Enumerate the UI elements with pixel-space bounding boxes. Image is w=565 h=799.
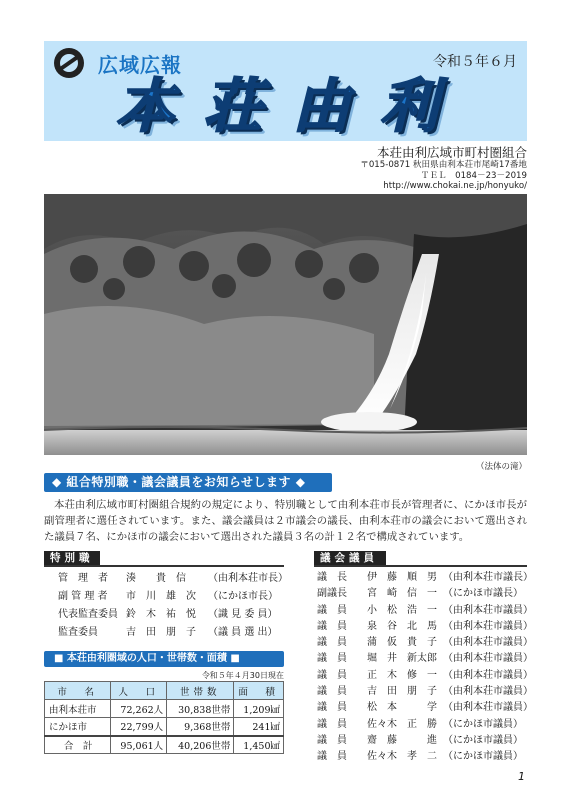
post-title: 副 管 理 者 [58, 591, 108, 602]
area-cell: 1,209㎢ [234, 700, 284, 718]
member-note: （由利本荘市議員） [443, 620, 533, 632]
area-cell: 241㎢ [234, 718, 284, 736]
table-total-row [45, 736, 284, 754]
member-title: 議 員 [317, 669, 347, 681]
member-title: 議 員 [317, 637, 347, 649]
list-item [58, 606, 298, 624]
member-title: 議 員 [317, 620, 347, 632]
column-header: 市 名 [45, 682, 111, 700]
member-title: 議 員 [317, 734, 347, 746]
postal-address: 〒015-0871 秋田県由利本荘市尾崎17番地 [360, 160, 527, 170]
member-name: 佐々木 正 勝 [367, 718, 437, 730]
area-cell: 1,450㎢ [234, 736, 284, 754]
member-title: 議 員 [317, 653, 347, 665]
member-note: （にかほ市議長） [443, 588, 523, 600]
post-note: （由利本荘市長） [208, 573, 288, 584]
post-name: 市 川 雄 次 [126, 591, 196, 602]
post-note: （議 員 選 出） [208, 627, 278, 638]
series-name: 広域広報 [98, 53, 182, 77]
special-posts-list [58, 570, 298, 642]
member-note: （にかほ市議員） [443, 751, 523, 763]
column-header: 世帯数 [167, 682, 234, 700]
post-title: 管 理 者 [58, 573, 108, 584]
publisher-contact [360, 160, 527, 192]
member-name: 吉 田 朋 子 [367, 686, 437, 698]
list-item [317, 651, 533, 667]
newsletter-title: 本荘由利 [116, 72, 469, 140]
list-item [317, 603, 533, 619]
member-name: 松 本 学 [367, 702, 437, 714]
member-name: 小 松 浩 一 [367, 604, 437, 616]
member-note: （由利本荘市議員） [443, 637, 533, 649]
waterfall-photo [44, 194, 527, 455]
list-item [317, 668, 533, 684]
issue-date: 令和５年６月 [433, 54, 517, 70]
population-banner: ■ 本荘由利圏域の人口・世帯数・面積 ■ [44, 651, 284, 667]
council-divider [314, 565, 527, 567]
list-item [317, 749, 529, 765]
population-cell: 72,262人 [111, 700, 167, 718]
website-link[interactable]: http://www.chokai.ne.jp/honyuko/ [383, 181, 527, 191]
council-list [317, 570, 533, 766]
list-item [317, 635, 533, 651]
list-item [317, 619, 533, 635]
member-title: 議 員 [317, 751, 347, 763]
member-note: （由利本荘市議員） [443, 669, 533, 681]
list-item [58, 588, 298, 606]
notice-banner: ◆ 組合特別職・議会議員をお知らせします ◆ [44, 473, 332, 492]
member-title: 議 長 [317, 572, 347, 583]
member-note: （にかほ市議員） [443, 734, 523, 746]
households-cell: 9,368世帯 [167, 718, 234, 736]
member-name: 齋 藤 進 [367, 734, 437, 746]
special-posts-divider [44, 565, 284, 567]
population-cell: 95,061人 [111, 736, 167, 754]
member-title: 議 員 [317, 702, 347, 714]
population-table [44, 681, 284, 754]
member-title: 副議長 [317, 588, 347, 600]
list-item [58, 624, 298, 642]
masthead [44, 41, 527, 141]
table-row [45, 700, 284, 718]
households-cell: 30,838世帯 [167, 700, 234, 718]
member-name: 佐々木 孝 二 [367, 751, 437, 763]
photo-caption: （法体の滝） [475, 462, 527, 472]
post-title: 監査委員 [58, 627, 98, 638]
table-header-row [45, 682, 284, 700]
member-title: 議 員 [317, 718, 347, 730]
member-note: （由利本荘市議長） [443, 572, 533, 583]
member-note: （由利本荘市議員） [443, 686, 533, 698]
page-number: 1 [518, 770, 525, 783]
city-cell: 由利本荘市 [45, 700, 111, 718]
member-name: 泉 谷 北 馬 [367, 620, 437, 632]
member-name: 伊 藤 順 男 [367, 572, 437, 583]
city-cell: にかほ市 [45, 718, 111, 736]
telephone: ＴＥＬ 0184－23－2019 [420, 170, 527, 181]
post-name: 鈴 木 祐 悦 [126, 609, 196, 620]
member-title: 議 員 [317, 686, 347, 698]
list-item [317, 717, 529, 733]
population-as-of: 令和５年４月30日現在 [201, 671, 284, 680]
member-title: 議 員 [317, 604, 347, 616]
list-item [317, 586, 529, 602]
council-heading: 議会議員 [314, 551, 386, 565]
member-note: （由利本荘市議員） [443, 653, 533, 665]
member-name: 正 木 修 一 [367, 669, 437, 681]
table-row [45, 718, 284, 736]
publisher-name: 本荘由利広域市町村圏組合 [376, 145, 527, 160]
population-cell: 22,799人 [111, 718, 167, 736]
member-name: 宮 崎 信 一 [367, 588, 437, 600]
member-name: 堀 井 新太郎 [367, 653, 437, 665]
column-header: 人 口 [111, 682, 167, 700]
post-note: （にかほ市長） [208, 591, 278, 602]
total-label-cell: 合 計 [45, 736, 111, 754]
member-note: （由利本荘市議員） [443, 604, 533, 616]
column-header: 面 積 [234, 682, 284, 700]
member-note: （にかほ市議員） [443, 718, 523, 730]
list-item [317, 570, 533, 586]
post-name: 吉 田 朋 子 [126, 627, 196, 638]
list-item [317, 684, 533, 700]
list-item [58, 570, 298, 588]
special-posts-heading: 特別職 [44, 551, 100, 565]
post-name: 湊 貴 信 [126, 573, 186, 584]
list-item [317, 700, 533, 716]
notice-body: 本荘由利広域市町村圏組合規約の規定により、特別職として由利本荘市長が管理者に、にかほ市長が副管理者に選任されています。また、議会議員は２市議会の議長、由利本荘市の議会において選出された議員７名、にかほ市の議会において選出された議員３名の計１２名で構成されています。 [44, 499, 527, 544]
post-note: （識 見 委 員） [208, 609, 278, 620]
list-item [317, 733, 529, 749]
organization-logo-icon [54, 48, 84, 78]
member-note: （由利本荘市議員） [443, 702, 533, 714]
post-title: 代表監査委員 [58, 609, 118, 620]
households-cell: 40,206世帯 [167, 736, 234, 754]
member-name: 蒲 仮 貴 子 [367, 637, 437, 649]
